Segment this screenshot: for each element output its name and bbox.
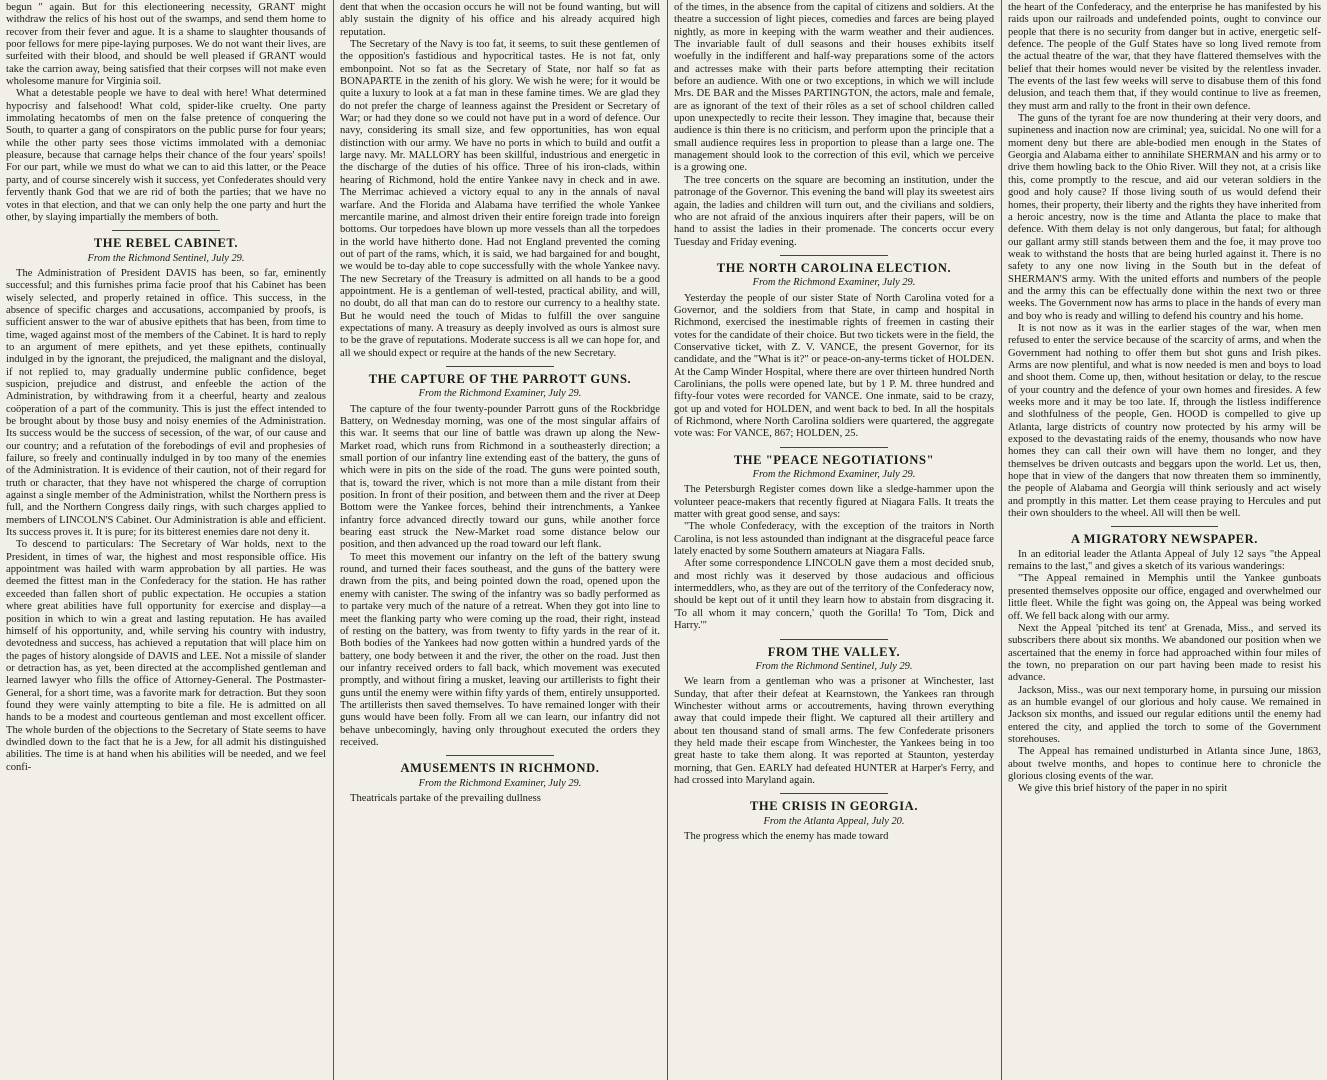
article-paragraph: The Appeal has remained undisturbed in Atlanta since June, 1863, about twelve months, and hopes to continue here to chronicle the glorious closing events of the war. (1008, 746, 1321, 782)
article-paragraph: The guns of the tyrant foe are now thundering at their very doors, and supineness and inaction now are criminal; yea, suicidal. No one will for a moment deny but there are able-bodied men enough in the States of Georgia and Alabama either to annihilate SHERMAN and his army or to drive them howling back to the Ohio River. Will they not, at a crisis like this, come promptly to the rescue, and aid our veteran soldiers in the good and holy cause? If those living south of us would defend their homes, their property, their liberty and the rights they have inherited from a heroic ancestry, now is the time and Atlanta the place to make that defence. With them delay is not only dangerous, but fatal; for although our gallant army still stands between them and the foe, it may prove too weak to withstand the hosts that are being hurled against it. There is no safety to any one now living in the South but in the defeat of SHERMAN'S army. With the united efforts and numbers of the people and the army this can be effectually done within the next two or three weeks. The Government now has arms to place in the hands of every man and boy who is ready and willing to defend his country and his home. (1008, 113, 1321, 322)
article-paragraph: Next the Appeal 'pitched its tent' at Grenada, Miss., and served its subscribers there about six months. We abandoned our position when we ascertained that the enemy in force had approached within four miles of the town, no preparation on our part having been made to resist his advance. (1008, 622, 1321, 684)
section-rule (1111, 526, 1217, 527)
article-paragraph: Theatricals partake of the prevailing dullness (350, 792, 541, 804)
article-paragraph: Yesterday the people of our sister State of North Carolina voted for a Governor, and the soldiers from that State, in camp and hospital in Richmond, exercised the inestimable rights of freemen in casting their votes for the candidate of their choice. But two tickets were in the field, the Conservative ticket, with Z. V. VANCE, the present Governor, for its candidate, and the "What is it?" or peace-on-any-terms ticket of HOLDEN. At the Camp Winder Hospital, where there are over thirteen hundred North Carolinians, the polls were opened late, but by 1 P. M. three hundred and fifty-four votes were recorded for VANCE. One inmate, said to be crazy, got up and voted for HOLDEN, and went back to bed. In all the hospitals of Richmond, where North Carolina soldiers were quartered, the aggregate vote was: For VANCE, 867; HOLDEN, 25. (674, 292, 994, 440)
article-headline: AMUSEMENTS IN RICHMOND. (400, 761, 600, 776)
article-paragraph: begun " again. But for this electioneering necessity, GRANT might withdraw the relics of his host out of the swamps, and send them home to recover from their fever and ague. It is a shame to slaughter thousands of poor fellows for mere pipe-laying purposes. We do not want their lives, are surfeited with their blood, and should be well pleased if GRANT would take the carrion away, being satisfied that their corpses will not make even wholesome manure for Virginia soil. (6, 2, 326, 88)
section-rule (780, 639, 889, 640)
article-headline: FROM THE VALLEY. (767, 644, 901, 659)
section-rule (780, 255, 889, 256)
article-paragraph: dent that when the occasion occurs he will not be found wanting, but will ably sustain the dignity of his office and his already acquired high reputation. (340, 2, 660, 38)
article-paragraph: The progress which the enemy has made toward (684, 830, 889, 842)
section-rule (446, 366, 555, 367)
article-source-line: From the Richmond Sentinel, July 29. (87, 252, 245, 264)
article-paragraph: It is not now as it was in the earlier stages of the war, when men refused to enter the service because of the scarcity of arms, and when the Government had nothing to offer them but shot guns and Irish pikes. Arms are now plentiful, and what is now needed is men and boys to load and shoot them. Come up, then, without hesitation or delay, to the rescue of your country and the defence of your own homes and firesides. A few weeks more and it may be too late. If, through the listless indifference and slothfulness of the people, Gen. HOOD is compelled to give up Atlanta, large districts of country now protected by his army will be exposed to the devastating raids of the enemy, thousands who now have homes they can call their own will have them no longer, and they themselves be driven outcasts and beggars upon the world. Let us, then, hope that in view of the dangers that now threaten them so imminently, the people of Alabama and Georgia will think seriously and act wisely and promptly in this matter. Let them cease praying to Hercules and put their own shoulders to the wheel. All will then be well. (1008, 322, 1321, 520)
article-paragraph: the heart of the Confederacy, and the enterprise he has manifested by his raids upon our railroads and undefended points, ought to convince our people that there is no security from danger but in active, energetic self-defence. The people of the Gulf States have so long lived remote from the actual theatre of the war, that they have flattered themselves with the belief that their homes would never be visited by the relentless invader. The events of the last few weeks will serve to disabuse them of this fond delusion, and teach them that, if they would continue to live as freemen, they must arm and rally to the front in their own defence. (1008, 2, 1321, 112)
article-source-line: From the Richmond Examiner, July 29. (418, 777, 582, 789)
column-3 (674, 2, 994, 1078)
article-headline: THE CAPTURE OF THE PARROTT GUNS. (368, 371, 632, 386)
column-divider (333, 0, 334, 1080)
article-headline: THE NORTH CAROLINA ELECTION. (716, 260, 952, 275)
column-divider (1001, 0, 1002, 1080)
article-headline: A MIGRATORY NEWSPAPER. (1071, 532, 1258, 547)
article-paragraph: The Administration of President DAVIS has been, so far, eminently successful; and this furnishes prima facie proof that his Cabinet has been wisely selected, and properly retained in office. This success, in the absence of specific charges and accusations, accompanied by proofs, is sufficient answer to the war of abusive epithets that has been, from time to time, waged against most of the members of the Cabinet. It is hard to reply to an argument of mere epithets, and yet these epithets, continually indulged in by the ignorant, the prejudiced, the malignant and the disloyal, if not replied to, may gradually undermine public confidence, beget suspicion, prejudice and distrust, and enfeeble the action of the Administration, by withdrawing from it a cheerful, hearty and zealous coöperation of a part of the community. This is just the effect intended to be brought about by those busy and noisy enemies of the Administration. Its success would be the success of secession, of the war, of our cause and our country; and a refutation of the forebodings of evil and prophesies of failure, so freely and continually indulged in by too many of the enemies of the Administration. It is evidence of their caution, not of their regard for truth or character, that they have not whispered the charge of corruption against a single member of the Administration, whilst the Northern press is full, and the Northern Congress daily rings, with such charges applied to members of LINCOLN'S Cabinet. Our Administration is able and efficient. Its success proves it. It is pure; for its bitterest enemies dare not deny it. (6, 267, 326, 539)
article-source-line: From the Richmond Examiner, July 29. (752, 469, 916, 481)
column-1 (6, 2, 326, 1078)
article-source-line: From the Richmond Examiner, July 29. (752, 277, 916, 289)
column-4 (1008, 2, 1321, 1078)
article-paragraph: After some correspondence LINCOLN gave them a most decided snub, and most richly was it deserved by those audacious and officious intermeddlers, who, as they are out of the territory of the Confederacy now, should be kept out of it until they learn how to abstain from disgracing it. 'To all whom it may concern,' quoth the Gorilla! To 'Tom, Dick and Harry.'" (674, 558, 994, 632)
article-paragraph: of the times, in the absence from the capital of citizens and soldiers. At the theatre a succession of light pieces, comedies and farces are being played nightly, as more in keeping with the warm weather and their audiences. The invariable fault of dull seasons and their houses exhibits itself woefully in the indifferent and half-way preparations some of the actors and actresses make with their parts before attempting their recitation before an audience. With one or two exceptions, in which we will include Mrs. DE BAR and the Misses PARTINGTON, the actors, male and female, are as ignorant of the text of their rôles as a set of school children called upon unexpectedly to recite their lesson. They imagine that, because their audience is thin there is no criticism, and perform upon the principle that a small audience requires less in proportion to please than a large one. The management should look to the correction of this evil, which we perceive is a growing one. (674, 2, 994, 174)
article-paragraph: The Petersburgh Register comes down like a sledge-hammer upon the volunteer peace-makers that recently figured at Niagara Falls. It treats the matter with great good sense, and says: (674, 484, 994, 521)
article-paragraph: The tree concerts on the square are becoming an institution, under the patronage of the Governor. This evening the band will play its sweetest airs again, the ladies and children will turn out, and the civilians and soldiers, who are not afraid of the anxious inquirers after their papers, will be on hand to assist the ladies in their promenade. The concerts occur every Tuesday and Friday evening. (674, 174, 994, 248)
article-paragraph: What a detestable people we have to deal with here! What determined hypocrisy and falsehood! What cold, spider-like cruelty. One party immolating hecatombs of men on the false pretence of conquering the South, to quarter a gang of conspirators on the public purse for four years; while the other party sees those victims immolated with a demoniac pleasure, because that carnage helps their chance of the four years' spoils! For our part, while we must do what we can to aid this latter, or the Peace party, and of course sincerely wish it success, yet Confederates should very fervently thank God that we are rid of both the parties; that we have no votes in that election, and that we can only help the one party and hurt the other, by slaying impartially the members of both. (6, 88, 326, 223)
article-source-line: From the Richmond Examiner, July 29. (418, 388, 582, 400)
article-paragraph: The Secretary of the Navy is too fat, it seems, to suit these gentlemen of the opposition's fastidious and hypocritical tastes. He is not fat, only embonpoint. Not so fat as the Secretary of State, nor half so fat as BONAPARTE in the zenith of his glory. We wish he were; for it would be quite a luxury to look at a fat man in these famine times. We are glad they do not prefer the charge of leanness against the President or Secretary of War; or had they done so we could not have put in a word of defence. Our navy, considering its small size, and few opportunities, has won equal distinction with our army. We have no ports in which to build and outfit a large navy. Mr. MALLORY has been skillful, industrious and energetic in the discharge of the duties of his office. Three of his iron-clads, within hearing of Richmond, hold the entire Yankee navy in check and in awe. The Merrimac achieved a victory equal to any in the annals of naval warfare. And the Florida and Alabama have terrified the whole Yankee mercantile marine, and almost driven their entire foreign trade into foreign bottoms. Our torpedoes have blown up more vessels than all the torpedoes in the world have hitherto done. Had not England prevented the coming out of part of the rams, which, it is said, we had bargained for and bought, we would be to-day able to cope successfully with the whole Yankee navy. The new Secretary of the Treasury is admitted on all hands to be a good appointment. He is a gentleman of well-tested, practical ability, and will, no doubt, do all that man can do to restore our currency to a healthy state. But he would need the touch of Midas to fulfill the over sanguine expectations of many. A treasury as deeply involved as ours is almost sure to be the grave of reputations. Moderate success is all we can hope for, and all we should expect or require at the hands of the new Secretary. (340, 39, 660, 359)
article-headline: THE CRISIS IN GEORGIA. (749, 799, 919, 814)
article-paragraph: In an editorial leader the Atlanta Appeal of July 12 says "the Appeal remains to the last," and gives a sketch of its various wanderings: (1008, 548, 1321, 573)
article-paragraph: "The whole Confederacy, with the exception of the traitors in North Carolina, is not less astounded than indignant at the disgraceful peace farce lately enacted by some Southern amateurs at Niagara Falls. (674, 521, 994, 558)
article-paragraph: The capture of the four twenty-pounder Parrott guns of the Rockbridge Battery, on Wednesday morning, was one of the most singular affairs of this war. It seems that our line of battle was drawn up along the New-Market road, which runs from Richmond in a southeasterly direction; a small portion of our infantry line extending east of the battery, the guns of which were in pits on the side of the road. The guns were pointed south, that is, toward the river, which is not more than a mile distant from their position. In front of their position, and between them and the river at Deep Bottom were the Yankee forces, behind their intrenchments, a Yankee infantry force advanced directly toward our guns, while another force bearing east struck the New-Market road some distance below our position, and then advanced up the road toward our left flank. (340, 403, 660, 551)
article-headline: THE REBEL CABINET. (93, 236, 239, 251)
article-paragraph: We learn from a gentleman who was a prisoner at Winchester, last Sunday, that after their defeat at Kearnstown, the Yankees ran through Winchester without arms or accoutrements, having thrown everything away that could impede their flight. We captured all their artillery and about ten thousand stand of small arms. The few Confederate prisoners they held made their escape from Winchester, the Yankees being in too great haste to take them along. It was reported at Staunton, yesterday morning, that Gen. EARLY had defeated HUNTER at Harper's Ferry, and had crossed into Maryland again. (674, 676, 994, 786)
column-divider (667, 0, 668, 1080)
article-paragraph: To descend to particulars: The Secretary of War holds, next to the President, in times of war, the highest and most responsible office. His appointment was hailed with warm approbation by all parties. He was deemed the fittest man in the Confederacy for the station. He has rather exceeded than fallen short of public expectation. He occupies a station where great abilities have full opportunity for exercise and display—a position in which to win a great and lasting reputation. He has availed himself of his opportunity, and, while serving his country with industry, devotedness and success, has achieved a reputation that will place him on the pages of history alongside of DAVIS and LEE. Not a missile of slander or detraction has, as yet, been directed at the accomplished gentleman and learned lawyer who fills the office of Attorney-General. The Postmaster-General, for a short time, was a favorite mark for detraction. But they soon found they were vainly attempting to bite a file. He is admitted on all hands to be a modest and courteous gentleman and most excellent officer. The whole burden of the objections to the Secretary of State seems to have dwindled down to the fact that he is a Jew, for all admit his distinguished abilities. The time is at hand when his abilities will be needed, and we feel confi- (6, 539, 326, 773)
article-source-line: From the Atlanta Appeal, July 20. (763, 815, 905, 827)
article-source-line: From the Richmond Sentinel, July 29. (755, 660, 913, 672)
article-paragraph: Jackson, Miss., was our next temporary home, in pursuing our mission as an humble evangel of our glorious and holy cause. We remained in Jackson six months, and issued our regular editions until the enemy had entered the city, and applied the torch to some of the Government storehouses. (1008, 684, 1321, 745)
section-rule (446, 755, 555, 756)
article-paragraph: "The Appeal remained in Memphis until the Yankee gunboats presented themselves opposite our office, engaged and overwhelmed our little fleet. While the fight was going on, the Appeal was being worked off. We fell back along with our army. (1008, 573, 1321, 622)
column-2 (340, 2, 660, 1078)
section-rule (112, 230, 221, 231)
article-paragraph: We give this brief history of the paper in no spirit (1018, 783, 1228, 795)
article-paragraph: To meet this movement our infantry on the left of the battery swung round, and turned their faces southeast, and the guns of the battery were drawn from the pits, and being pointed down the road, opened upon the enemy with canister. The swing of the infantry was so badly performed as to partake very much of the nature of a retreat. When they got into line to meet the flanking party who were coming up the road, their right, instead of resting on the battery, was from twenty to fifty yards in the rear of it. Both bodies of the Yankees had now gotten within a hundred yards of the battery, one body between it and the river, the other on the road. Just then our infantry received orders to fall back, which movement was executed promptly, and without firing a musket, leaving our artillerists to fight their guns until the enemy were within fifty yards of them, entirely unsupported. The artillerists then saved themselves. To have remained longer with their guns would have been folly. From all we can learn, our infantry did not behave unbecomingly, having only throughout executed the orders they received. (340, 551, 660, 748)
section-rule (780, 447, 889, 448)
article-headline: THE "PEACE NEGOTIATIONS" (733, 452, 935, 467)
section-rule (780, 793, 889, 794)
